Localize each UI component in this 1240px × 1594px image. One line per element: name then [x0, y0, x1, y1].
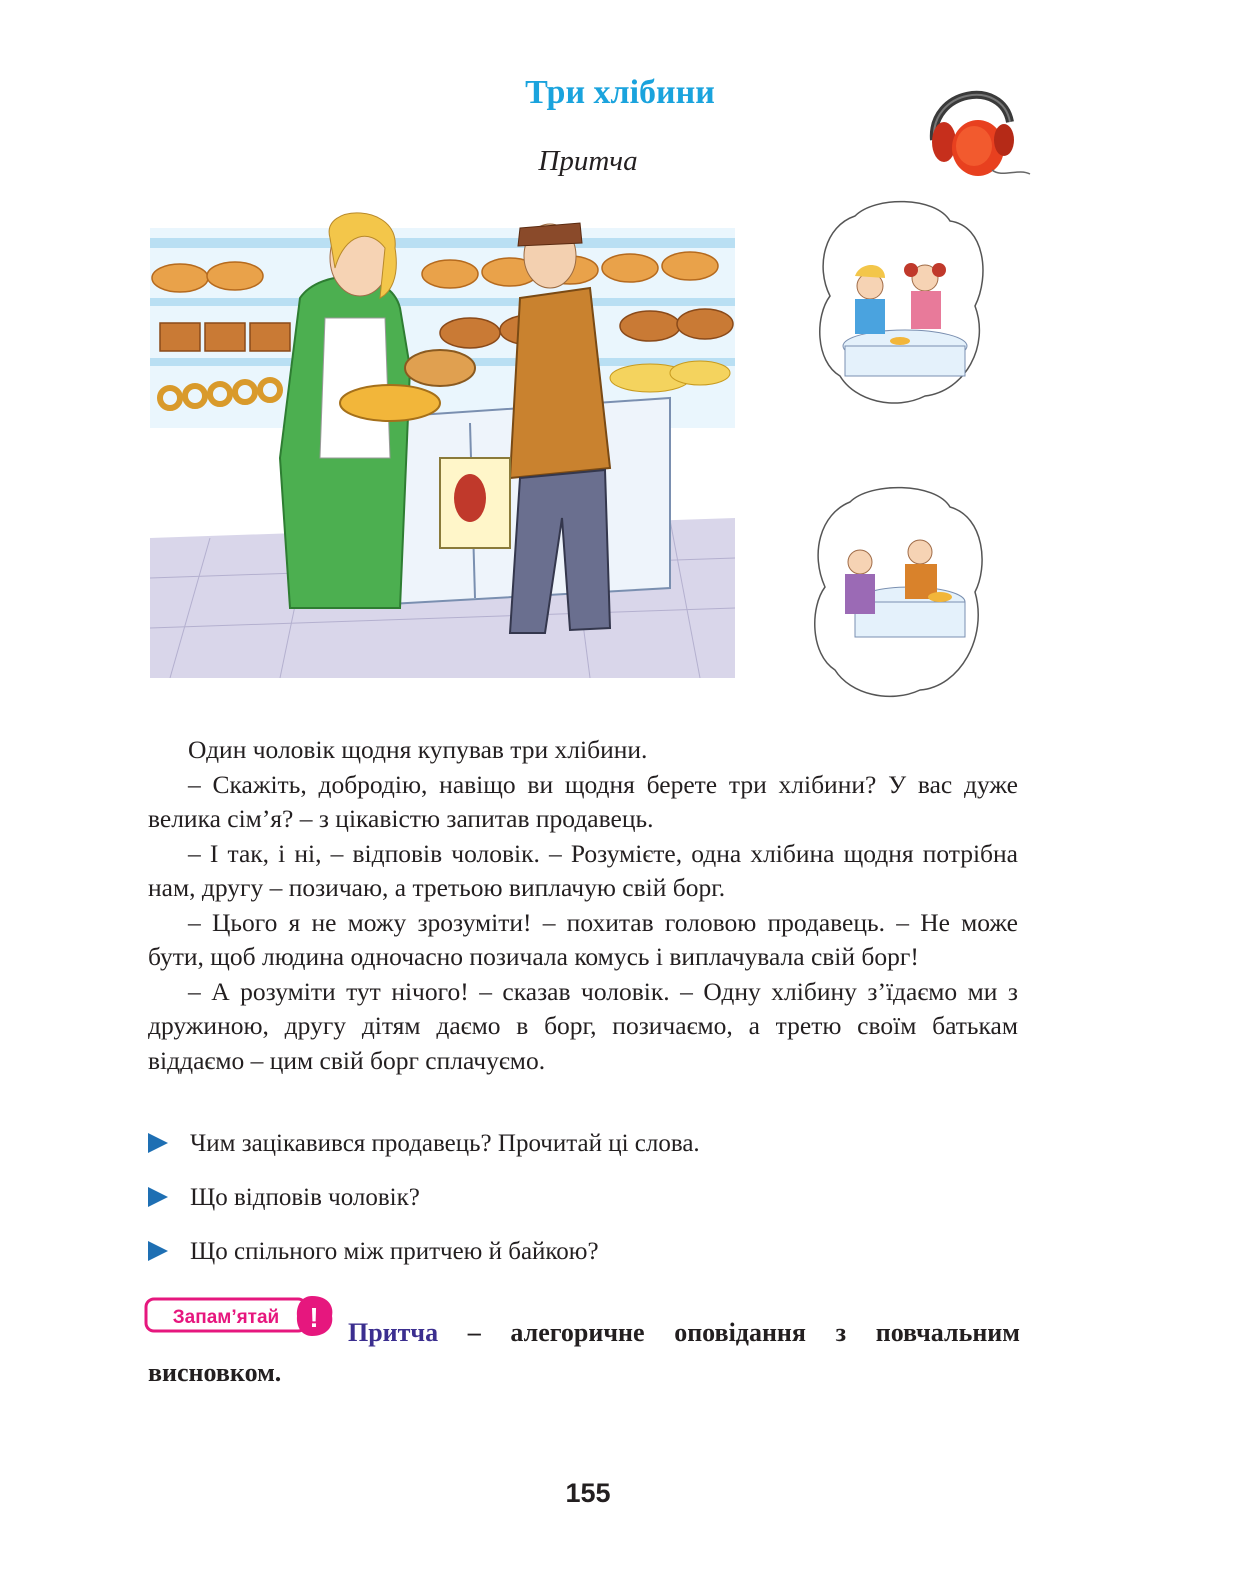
question-text: Що спільного між притчею й байкою? [190, 1238, 599, 1265]
exclamation-mark: ! [309, 1302, 319, 1333]
headphones-icon[interactable] [922, 80, 1032, 180]
question-text: Чим зацікавився продавець? Прочитай ці слова. [190, 1130, 700, 1157]
thought-cloud-children [815, 196, 987, 408]
story-title: Три хлібини [525, 74, 715, 111]
remember-badge-label: Запам’ятай [172, 1307, 280, 1328]
definition-term: Притча [348, 1318, 439, 1347]
story-paragraph: – Цього я не можу зрозуміти! – похитав головою продавець. – Не може бути, щоб людина одночасно позичала комусь і виплачувала свій борг! [148, 907, 1018, 971]
arrow-right-icon [148, 1241, 168, 1261]
page-number: 155 [565, 1478, 611, 1508]
thought-cloud-parents [810, 482, 986, 702]
arrow-right-icon [148, 1133, 168, 1153]
bakery-illustration [150, 208, 735, 678]
story-paragraph: – Скажіть, добродію, навіщо ви щодня берете три хлібини? У вас дуже велика сім’я? – з цікавістю запитав продавець. [148, 769, 1018, 833]
definition-rule [148, 1313, 1020, 1393]
question-item [148, 1130, 700, 1158]
question-item [148, 1184, 420, 1212]
definition-text: – алегоричне оповідання з повчальним висновком. [148, 1318, 1020, 1387]
question-item [148, 1238, 599, 1266]
story-paragraph: – А розуміти тут нічого! – сказав чоловік. – Одну хлібину з’їдаємо ми з дружиною, другу дітям даємо в борг, позичаємо, а третю своїм батькам віддаємо – цим свій борг сплачуємо. [148, 976, 1018, 1075]
story-paragraph: – І так, і ні, – відповів чоловік. – Розумієте, одна хлібина щодня потрібна нам, другу – позичаю, а третьою виплачую свій борг. [148, 838, 1018, 902]
story-text [148, 733, 1018, 1078]
story-genre: Притча [538, 145, 638, 177]
story-paragraph: Один чоловік щодня купував три хлібини. [188, 735, 648, 764]
question-text: Що відповів чоловік? [190, 1184, 420, 1211]
arrow-right-icon [148, 1187, 168, 1207]
